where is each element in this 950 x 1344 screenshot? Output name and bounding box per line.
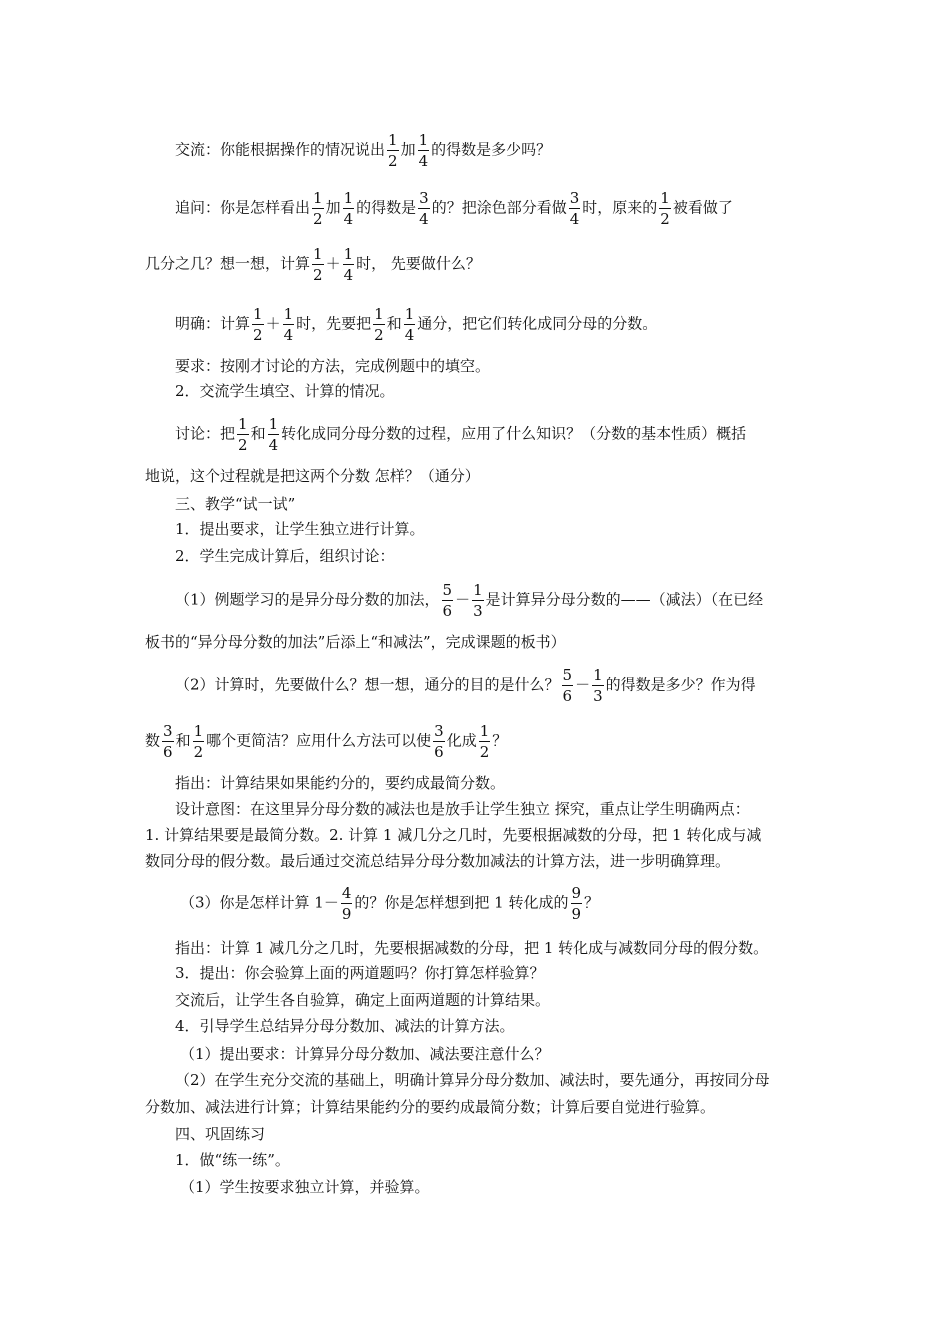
text-run: 时，先要把 (296, 314, 372, 333)
fraction-one-quarter: $\frac{1}{4}$ (268, 415, 279, 454)
text-run: 的？把涂色部分看做 (431, 198, 567, 217)
text-run: 是计算异分母分数的——（减法）（在已经 (485, 590, 764, 609)
fraction-one-quarter: $\frac{1}{4}$ (283, 305, 294, 344)
paragraph-clarify (175, 304, 810, 345)
plus-sign: ＋ (325, 254, 341, 273)
fraction-three-sixths: $\frac{3}{6}$ (434, 722, 444, 761)
fraction-three-quarters: $\frac{3}{4}$ (419, 189, 429, 228)
fraction-five-sixths: $\frac{5}{6}$ (562, 666, 573, 705)
text-run: ？ (584, 893, 600, 912)
paragraph-practice-1: 1．做“练一练”。 (175, 1151, 290, 1169)
fraction-one-half: $\frac{1}{2}$ (660, 189, 670, 228)
fraction-one-half: $\frac{1}{2}$ (388, 131, 398, 170)
paragraph-item-3 (180, 883, 810, 924)
paragraph-exchange (175, 130, 810, 171)
text-run: 化成 (446, 731, 477, 750)
fraction-one-half: $\frac{1}{2}$ (374, 305, 384, 344)
section-heading-3: 三、教学“试一试” (175, 495, 296, 513)
paragraph-step-1: 1．提出要求，让学生独立进行计算。 (175, 520, 425, 538)
text-run: 通分，把它们转化成同分母的分数。 (417, 314, 658, 333)
paragraph-after-exchange: 交流后，让学生各自验算，确定上面两道题的计算结果。 (175, 991, 551, 1009)
text-run: 加 (400, 140, 416, 159)
paragraph-requirement: 要求：按刚才讨论的方法，完成例题中的填空。 (175, 357, 491, 375)
text-run: ？ (492, 731, 508, 750)
text-run: 几分之几？想一想，计算 (145, 254, 311, 273)
paragraph-item-1-continued: 板书的“异分母分数的加法”后添上“和减法”，完成课题的板书） (145, 633, 566, 651)
fraction-four-ninths: $\frac{4}{9}$ (341, 884, 352, 923)
text-run: 数 (145, 731, 161, 750)
paragraph-design-intent-3: 数同分母的假分数。最后通过交流总结异分母分数加减法的计算方法，进一步明确算理。 (145, 852, 731, 870)
fraction-one-quarter: $\frac{1}{4}$ (404, 305, 415, 344)
text-run: 交流：你能根据操作的情况说出 (175, 140, 386, 159)
section-heading-4: 四、巩固练习 (175, 1125, 266, 1143)
text-run: 被看做了 (672, 198, 733, 217)
paragraph-step-2b: 2．学生完成计算后，组织讨论： (175, 547, 395, 565)
paragraph-sub-2: （2）在学生充分交流的基础上，明确计算异分母分数加、减法时，要先通分，再按同分母 (175, 1071, 770, 1089)
text-run: （1）例题学习的是异分母分数的加法， (175, 590, 440, 609)
text-run: 时， 先要做什么？ (356, 254, 481, 273)
paragraph-discussion-continued: 地说，这个过程就是把这两个分数 怎样？（通分） (145, 467, 480, 485)
text-run: 和 (250, 424, 266, 443)
text-run: （3）你是怎样计算 1－ (180, 893, 339, 912)
paragraph-practice-sub-1: （1）学生按要求独立计算，并验算。 (180, 1178, 430, 1196)
text-run: 的得数是多少？作为得 (605, 675, 756, 694)
paragraph-sub-2-continued: 分数加、减法进行计算；计算结果能约分的要约成最简分数；计算后要自觉进行验算。 (145, 1098, 716, 1116)
fraction-three-sixths: $\frac{3}{6}$ (163, 722, 173, 761)
text-run: 追问：你是怎样看出 (175, 198, 311, 217)
text-run: （2）计算时，先要做什么？想一想，通分的目的是什么？ (175, 675, 560, 694)
fraction-one-third: $\frac{1}{3}$ (593, 666, 603, 705)
fraction-one-half: $\frac{1}{2}$ (253, 305, 263, 344)
fraction-five-sixths: $\frac{5}{6}$ (442, 581, 453, 620)
fraction-one-quarter: $\frac{1}{4}$ (343, 189, 354, 228)
text-run: 时，原来的 (582, 198, 658, 217)
text-run: 讨论：把 (175, 424, 236, 443)
fraction-one-quarter: $\frac{1}{4}$ (418, 131, 429, 170)
paragraph-item-2 (175, 665, 810, 706)
text-run: 的？你是怎样想到把 1 转化成的 (354, 893, 569, 912)
text-run: 和 (175, 731, 191, 750)
fraction-three-quarters: $\frac{3}{4}$ (569, 189, 580, 228)
text-run: 转化成同分母分数的过程，应用了什么知识？（分数的基本性质）概括 (281, 424, 747, 443)
paragraph-design-intent-2: 1. 计算结果要是最简分数。2. 计算 1 减几分之几时，先要根据减数的分母，把 1 转化成与减 (145, 826, 762, 844)
fraction-one-half: $\frac{1}{2}$ (238, 415, 248, 454)
minus-sign: － (575, 675, 591, 694)
paragraph-point-out-2: 指出：计算 1 减几分之几时，先要根据减数的分母，把 1 转化成与减数同分母的假分数。 (175, 939, 769, 957)
fraction-one-half: $\frac{1}{2}$ (313, 189, 323, 228)
paragraph-discussion (175, 414, 810, 455)
plus-sign: ＋ (265, 314, 281, 333)
text-run: 的得数是多少吗？ (431, 140, 552, 159)
text-run: 明确：计算 (175, 314, 251, 333)
paragraph-step-4: 4．引导学生总结异分母分数加、减法的计算方法。 (175, 1017, 515, 1035)
fraction-one-half: $\frac{1}{2}$ (313, 245, 323, 284)
paragraph-point-out: 指出：计算结果如果能约分的，要约成最简分数。 (175, 774, 506, 792)
paragraph-sub-1: （1）提出要求：计算异分母分数加、减法要注意什么？ (180, 1045, 550, 1063)
paragraph-item-2-continued (145, 721, 810, 762)
text-run: 哪个更简洁？应用什么方法可以使 (206, 731, 432, 750)
fraction-nine-ninths: $\frac{9}{9}$ (571, 884, 582, 923)
paragraph-followup-question (175, 188, 810, 229)
paragraph-step-3: 3．提出：你会验算上面的两道题吗？你打算怎样验算？ (175, 964, 545, 982)
paragraph-followup-continued (145, 244, 810, 285)
text-run: 的得数是 (356, 198, 417, 217)
paragraph-item-1 (175, 580, 810, 621)
text-run: 和 (386, 314, 402, 333)
fraction-one-quarter: $\frac{1}{4}$ (343, 245, 354, 284)
text-run: 加 (325, 198, 341, 217)
fraction-one-third: $\frac{1}{3}$ (473, 581, 483, 620)
paragraph-design-intent: 设计意图：在这里异分母分数的减法也是放手让学生独立 探究，重点让学生明确两点： (175, 800, 750, 818)
paragraph-step-2: 2．交流学生填空、计算的情况。 (175, 382, 395, 400)
fraction-one-half: $\frac{1}{2}$ (193, 722, 204, 761)
fraction-one-half: $\frac{1}{2}$ (479, 722, 490, 761)
minus-sign: － (455, 590, 471, 609)
